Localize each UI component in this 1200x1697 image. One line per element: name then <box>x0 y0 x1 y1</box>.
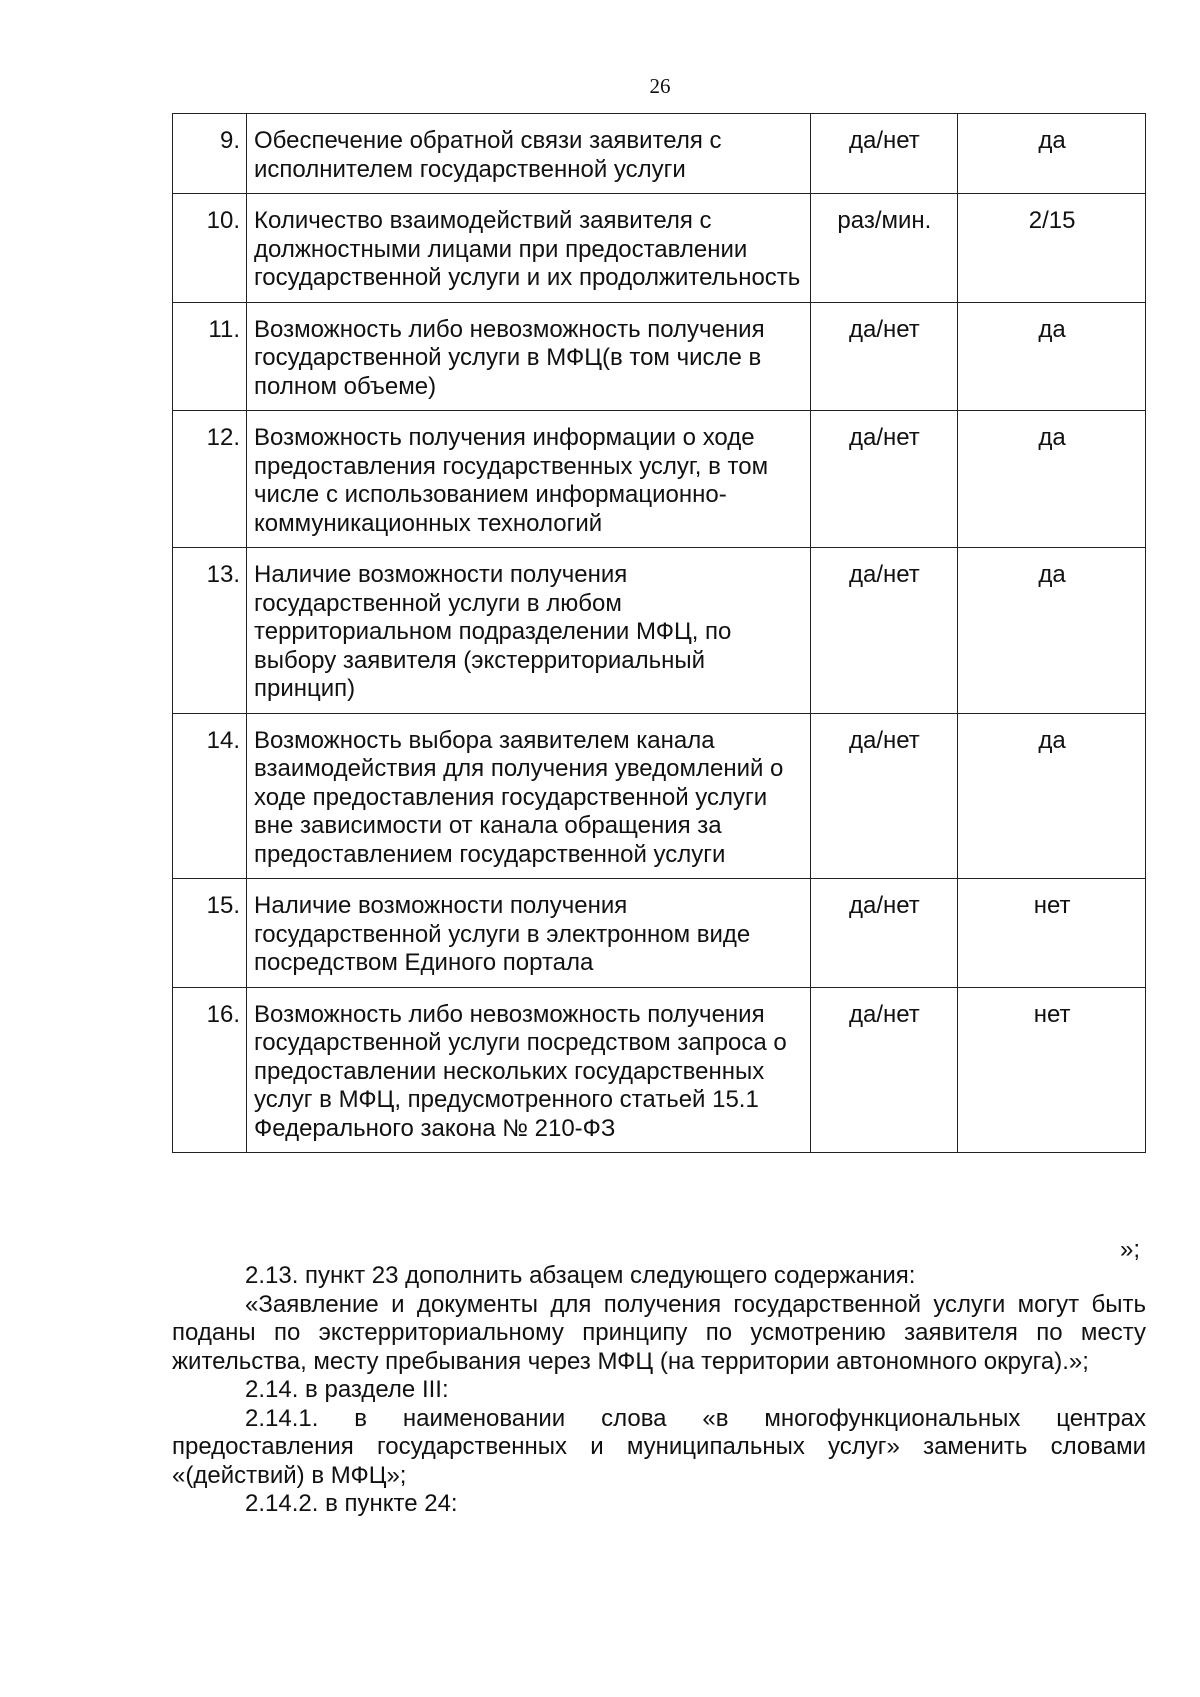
table-row <box>173 548 1146 714</box>
indicator-unit: да/нет <box>810 987 958 1153</box>
indicator-unit: да/нет <box>810 548 958 714</box>
indicator-name: Обеспечение обратной связи заявителя с исполнителем государственной услуги <box>247 114 811 194</box>
indicator-name: Возможность выбора заявителем канала взаимодействия для получения уведомлений о ходе предоставления государственной услуги вне зависимости от канала обращения за предоставлением государственной услуги <box>247 713 811 879</box>
indicators-table <box>172 113 1146 1153</box>
indicator-name: Наличие возможности получения государственной услуги в электронном виде посредством Единого портала <box>247 879 811 988</box>
indicator-unit: да/нет <box>810 411 958 548</box>
row-number: 13. <box>173 548 247 714</box>
table-row <box>173 194 1146 303</box>
paragraph: 2.13. пункт 23 дополнить абзацем следующего содержания: <box>245 1262 916 1289</box>
row-number: 11. <box>173 302 247 411</box>
indicator-name: Возможность либо невозможность получения государственной услуги в МФЦ(в том числе в полном объеме) <box>247 302 811 411</box>
row-number: 10. <box>173 194 247 303</box>
indicator-name: Возможность получения информации о ходе предоставления государственных услуг, в том числе с использованием информационно-коммуникационных технологий <box>247 411 811 548</box>
body-text <box>172 1262 1146 1519</box>
indicator-value: нет <box>958 879 1146 988</box>
closing-quote: »; <box>1120 1236 1141 1263</box>
indicator-value: да <box>958 302 1146 411</box>
table-row <box>173 302 1146 411</box>
indicator-value: да <box>958 114 1146 194</box>
page-number: 26 <box>649 74 671 98</box>
row-number: 14. <box>173 713 247 879</box>
indicator-unit: да/нет <box>810 114 958 194</box>
row-number: 12. <box>173 411 247 548</box>
indicator-value: нет <box>958 987 1146 1153</box>
paragraph: 2.14.2. в пункте 24: <box>245 1490 458 1517</box>
table-row <box>173 713 1146 879</box>
table-row <box>173 987 1146 1153</box>
indicator-value: 2/15 <box>958 194 1146 303</box>
indicator-unit: да/нет <box>810 713 958 879</box>
indicator-unit: раз/мин. <box>810 194 958 303</box>
row-number: 9. <box>173 114 247 194</box>
row-number: 15. <box>173 879 247 988</box>
indicator-name: Количество взаимодействий заявителя с должностными лицами при предоставлении государственной услуги и их продолжительность <box>247 194 811 303</box>
indicator-unit: да/нет <box>810 302 958 411</box>
indicator-value: да <box>958 713 1146 879</box>
paragraph: 2.14. в разделе III: <box>245 1376 449 1403</box>
paragraph: «Заявление и документы для получения государственной услуги могут быть поданы по экстерриториальному принципу по усмотрению заявителя по месту жительства, месту пребывания через МФЦ (на территории автономного округа).»; <box>172 1290 1146 1375</box>
indicator-name: Наличие возможности получения государственной услуги в любом территориальном подразделении МФЦ, по выбору заявителя (экстерриториальный принцип) <box>247 548 811 714</box>
indicator-name: Возможность либо невозможность получения государственной услуги посредством запроса о предоставлении нескольких государственных услуг в МФЦ, предусмотренного статьей 15.1 Федерального закона № 210-ФЗ <box>247 987 811 1153</box>
indicator-unit: да/нет <box>810 879 958 988</box>
table-row <box>173 411 1146 548</box>
row-number: 16. <box>173 987 247 1153</box>
indicator-value: да <box>958 411 1146 548</box>
table-row <box>173 879 1146 988</box>
paragraph: 2.14.1. в наименовании слова «в многофункциональных центрах предоставления государственных и муниципальных услуг» заменить словами «(действий) в МФЦ»; <box>172 1404 1146 1489</box>
indicator-value: да <box>958 548 1146 714</box>
table-row <box>173 114 1146 194</box>
